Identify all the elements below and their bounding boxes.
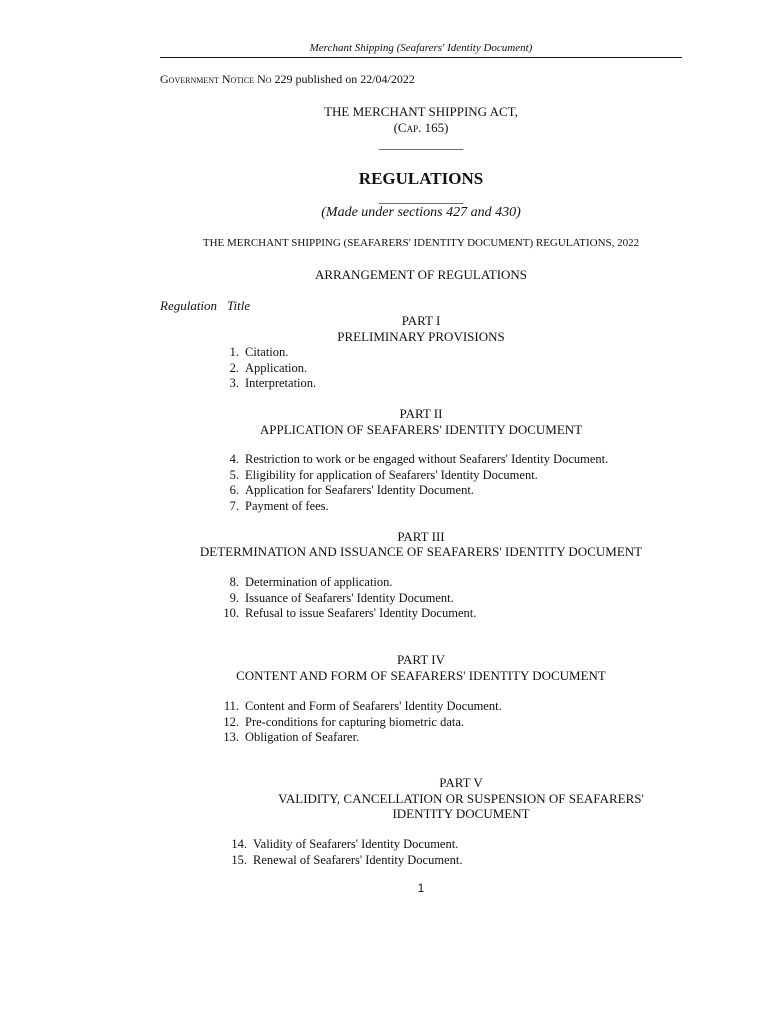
part-heading-continued: IDENTITY DOCUMENT [392, 806, 530, 821]
list-item [219, 345, 316, 361]
cap-number: (Cap. 165) [393, 120, 449, 135]
item-number: 8. [229, 575, 239, 589]
regulation-list [219, 345, 316, 392]
part-heading: VALIDITY, CANCELLATION OR SUSPENSION OF SEAFARERS' [278, 791, 644, 806]
rule-line-1: _____________ [378, 136, 464, 151]
item-number: 1. [229, 345, 239, 359]
item-number: 9. [229, 590, 239, 605]
regulation-list [227, 837, 462, 868]
part-label: PART II [399, 406, 443, 421]
item-number: 13. [223, 730, 239, 744]
government-notice [160, 72, 415, 87]
regulations-title: REGULATIONS [358, 169, 484, 188]
list-item [219, 606, 476, 622]
item-text: Obligation of Seafarer. [245, 730, 360, 744]
item-text: Citation. [245, 345, 289, 359]
item-text: Issuance of Seafarers' Identity Document. [245, 590, 454, 605]
title-column-label: Title [227, 298, 251, 313]
item-text: Restriction to work or be engaged without Seafarers' Identity Document. [245, 452, 609, 466]
regulation-list [219, 452, 608, 514]
part-heading: DETERMINATION AND ISSUANCE OF SEAFARERS' IDENTITY DOCUMENT [199, 544, 643, 559]
item-text: Application for Seafarers' Identity Document. [245, 483, 474, 497]
list-item [227, 837, 462, 853]
item-text: Validity of Seafarers' Identity Document. [253, 837, 459, 851]
arrangement-heading: ARRANGEMENT OF REGULATIONS [314, 267, 528, 282]
item-number: 12. [223, 714, 239, 729]
item-text: Refusal to issue Seafarers' Identity Document. [245, 606, 477, 620]
notice-prefix: Government Notice No [160, 72, 272, 86]
part-label: PART V [439, 775, 483, 790]
regulation-list [219, 699, 502, 746]
item-number: 4. [229, 452, 239, 466]
item-text: Interpretation. [245, 376, 317, 390]
item-number: 14. [231, 837, 247, 851]
rule-line-2: _____________ [378, 190, 464, 205]
item-number: 7. [229, 498, 239, 513]
item-text: Application. [245, 360, 308, 375]
list-item [219, 452, 608, 468]
item-text: Eligibility for application of Seafarers' Identity Document. [245, 467, 538, 482]
made-under-sections: (Made under sections 427 and 430) [321, 205, 521, 220]
item-number: 5. [229, 467, 239, 482]
item-text: Pre-conditions for capturing biometric data. [245, 714, 465, 729]
item-number: 10. [223, 606, 239, 620]
item-number: 11. [223, 699, 239, 713]
item-text: Content and Form of Seafarers' Identity Document. [245, 699, 502, 713]
running-head: Merchant Shipping (Seafarers' Identity Document) [309, 42, 533, 54]
list-item [219, 376, 316, 392]
list-item [219, 591, 476, 607]
item-text: Determination of application. [245, 575, 393, 589]
part-heading: CONTENT AND FORM OF SEAFARERS' IDENTITY DOCUMENT [236, 668, 606, 683]
regulations-name: THE MERCHANT SHIPPING (SEAFARERS' IDENTITY DOCUMENT) REGULATIONS, 2022 [202, 237, 640, 249]
list-item [219, 575, 476, 591]
header-rule [160, 57, 682, 58]
regulation-column-label: Regulation [160, 298, 218, 313]
list-item [227, 853, 462, 869]
item-number: 15. [231, 852, 247, 867]
list-item [219, 483, 608, 499]
list-item [219, 468, 608, 484]
regulation-list [219, 575, 476, 622]
part-label: PART I [401, 313, 441, 328]
list-item [219, 361, 316, 377]
list-item [219, 730, 502, 746]
notice-text: 229 published on 22/04/2022 [271, 72, 415, 86]
item-text: Payment of fees. [245, 498, 329, 513]
item-text: Renewal of Seafarers' Identity Document. [253, 852, 463, 867]
part-heading: PRELIMINARY PROVISIONS [337, 329, 505, 344]
act-title: THE MERCHANT SHIPPING ACT, [324, 104, 518, 119]
part-label: PART IV [397, 652, 445, 667]
list-item [219, 699, 502, 715]
list-item [219, 499, 608, 515]
item-number: 3. [229, 376, 239, 390]
part-label: PART III [397, 529, 445, 544]
page-number: 1 [417, 881, 425, 895]
item-number: 2. [229, 360, 239, 375]
item-number: 6. [229, 483, 239, 497]
list-item [219, 715, 502, 731]
regulation-title-header [160, 298, 250, 314]
part-heading: APPLICATION OF SEAFARERS' IDENTITY DOCUMENT [259, 422, 583, 437]
